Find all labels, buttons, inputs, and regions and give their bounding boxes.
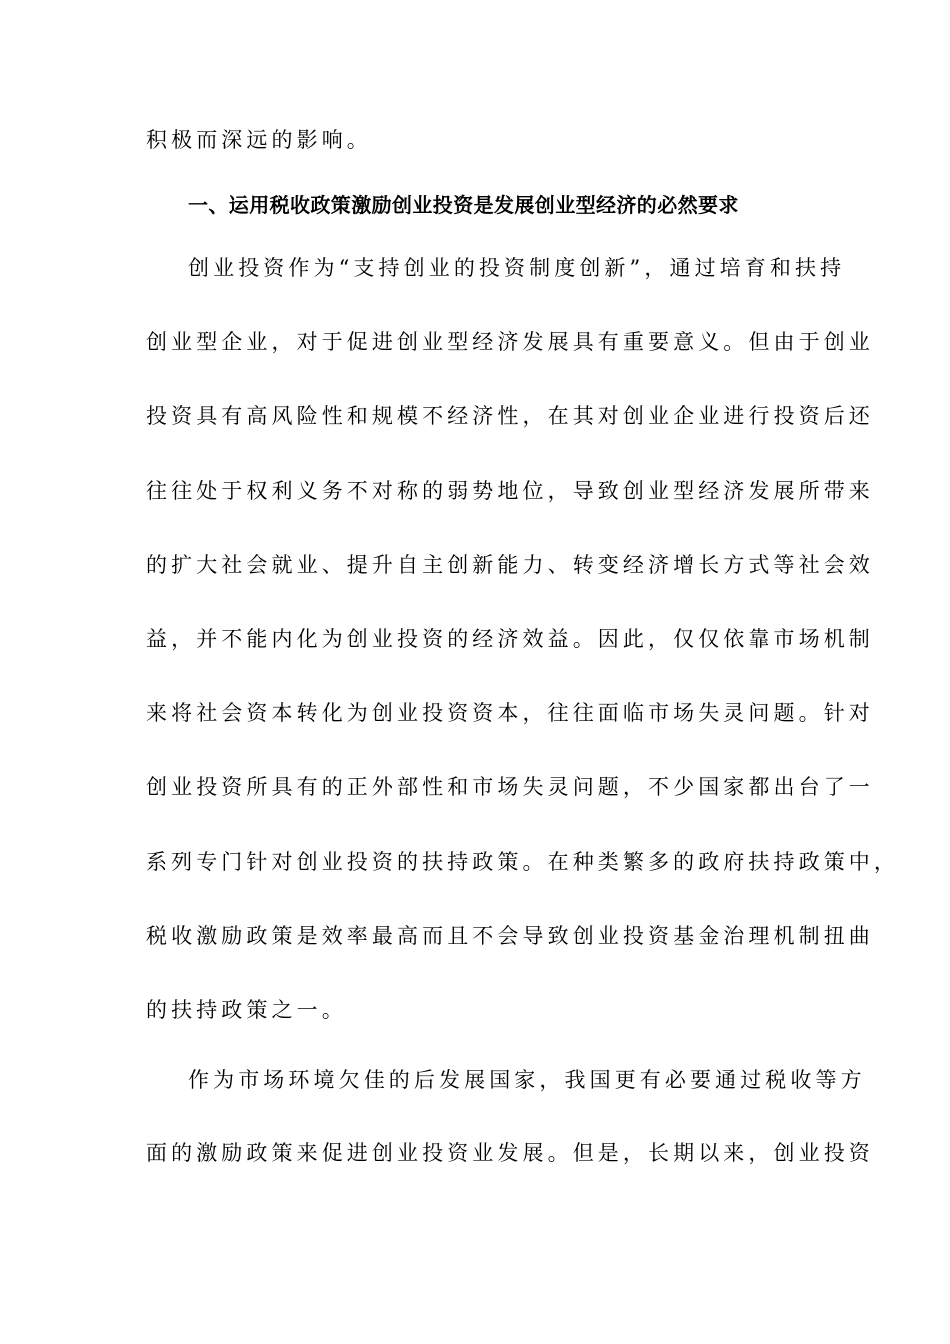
paragraph-line: 往往处于权利义务不对称的弱势地位，导致创业型经济发展所带来 — [146, 479, 874, 503]
paragraph-line: 投资具有高风险性和规模不经济性，在其对创业企业进行投资后还 — [146, 404, 874, 428]
intro-tail-line: 积极而深远的影响。 — [146, 128, 372, 152]
paragraph-line: 面的激励政策来促进创业投资业发展。但是，长期以来，创业投资 — [146, 1141, 874, 1165]
paragraph-line: 创业型企业，对于促进创业型经济发展具有重要意义。但由于创业 — [146, 330, 874, 354]
paragraph-line: 的扩大社会就业、提升自主创新能力、转变经济增长方式等社会效 — [146, 553, 874, 577]
paragraph-line: 益，并不能内化为创业投资的经济效益。因此，仅仅依靠市场机制 — [146, 627, 874, 651]
paragraph-line: 作为市场环境欠佳的后发展国家，我国更有必要通过税收等方 — [188, 1068, 866, 1092]
section-heading: 一、运用税收政策激励创业投资是发展创业型经济的必然要求 — [188, 193, 739, 217]
paragraph-line: 的扶持政策之一。 — [146, 998, 347, 1022]
paragraph-line: 创业投资所具有的正外部性和市场失灵问题，不少国家都出台了一 — [146, 775, 874, 799]
paragraph-line: 来将社会资本转化为创业投资资本，往往面临市场失灵问题。针对 — [146, 701, 874, 725]
paragraph-line: 创业投资作为“支持创业的投资制度创新”，通过培育和扶持 — [188, 256, 846, 280]
paragraph-line: 系列专门针对创业投资的扶持政策。在种类繁多的政府扶持政策中， — [146, 850, 899, 874]
paragraph-line: 税收激励政策是效率最高而且不会导致创业投资基金治理机制扭曲 — [146, 924, 874, 948]
